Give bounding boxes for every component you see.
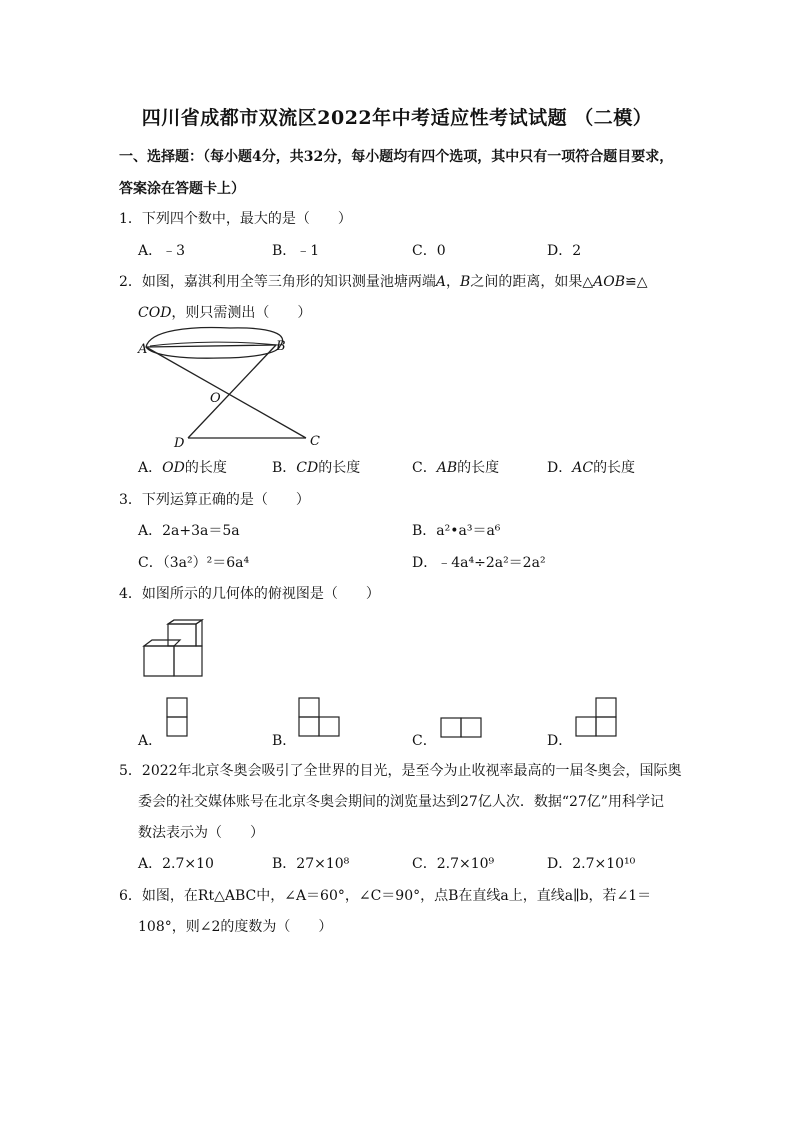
q4-stem: 4．如图所示的几何体的俯视图是（ ） [119,586,380,602]
q5-stem-line2: 委会的社交媒体账号在北京冬奥会期间的浏览量达到27亿人次．数据“27亿”用科学记 [138,794,664,810]
q6-stem-line1: 6．如图，在Rt△ABC中，∠A＝60°，∠C＝90°，点B在直线a上，直线a∥b，若∠1＝ [119,888,652,904]
segment-a-b [146,345,276,347]
q1-option-c: C．0 [412,243,446,259]
section-header-line1: 一、选择题：（每小题4分，共32分，每小题均有四个选项，其中只有一项符合题目要求， [119,149,674,165]
label-b: B [276,339,286,354]
q4-option-a: A． [138,733,163,749]
q4-solid-figure [140,618,206,680]
q2-option-d: D．AC的长度 [547,460,636,476]
q4-option-a-figure [166,697,190,739]
q2-stem-line2: COD，则只需测出（ ） [138,305,312,321]
q4-option-d-figure [575,697,619,739]
q2-stem-line1: 2．如图，嘉淇利用全等三角形的知识测量池塘两端A，B之间的距离，如果△AOB≌△ [119,274,648,290]
q5-stem-line1: 5．2022年北京冬奥会吸引了全世界的目光，是至今为止收视率最高的一届冬奥会，国际奥 [119,763,682,779]
label-d: D [174,436,185,451]
q2-pond-figure [130,320,330,450]
pond-outline [146,328,283,359]
q4-option-b-figure [298,697,342,739]
segment-b-d [188,345,276,438]
q4-option-c: C． [412,733,437,749]
q1-option-b: B．﹣1 [272,243,320,259]
q1-option-d: D．2 [547,243,582,259]
q5-option-a: A．2.7×10 [138,856,214,872]
q4-option-d: D． [547,733,573,749]
q5-stem-line3: 数法表示为（ ） [138,825,264,841]
q2-option-c: C．AB的长度 [412,460,500,476]
label-a: A [138,342,148,357]
q3-option-a: A．2a+3a＝5a [138,523,240,539]
q3-option-d: D．﹣4a⁴÷2a²＝2a² [412,555,546,571]
q5-option-d: D．2.7×10¹⁰ [547,856,636,872]
q6-stem-line2: 108°，则∠2的度数为（ ） [138,919,333,935]
q4-option-c-figure [440,717,484,739]
label-o: O [210,391,221,406]
q1-stem: 1．下列四个数中，最大的是（ ） [119,211,352,227]
section-header-line2: 答案涂在答题卡上） [119,181,245,197]
q2-option-b: B．CD的长度 [272,460,361,476]
page-title: 四川省成都市双流区2022年中考适应性考试试题 （二模） [141,107,653,129]
q1-option-a: A．﹣3 [138,243,186,259]
q5-option-c: C．2.7×10⁹ [412,856,495,872]
q5-option-b: B．27×10⁸ [272,856,350,872]
q2-option-a: A．OD的长度 [138,460,227,476]
q3-option-c: C．（3a²）²＝6a⁴ [138,555,250,571]
segment-a-c [146,347,306,438]
label-c: C [310,434,320,449]
q4-option-b: B． [272,733,297,749]
q3-stem: 3．下列运算正确的是（ ） [119,492,310,508]
q3-option-b: B．a²•a³＝a⁶ [412,523,501,539]
